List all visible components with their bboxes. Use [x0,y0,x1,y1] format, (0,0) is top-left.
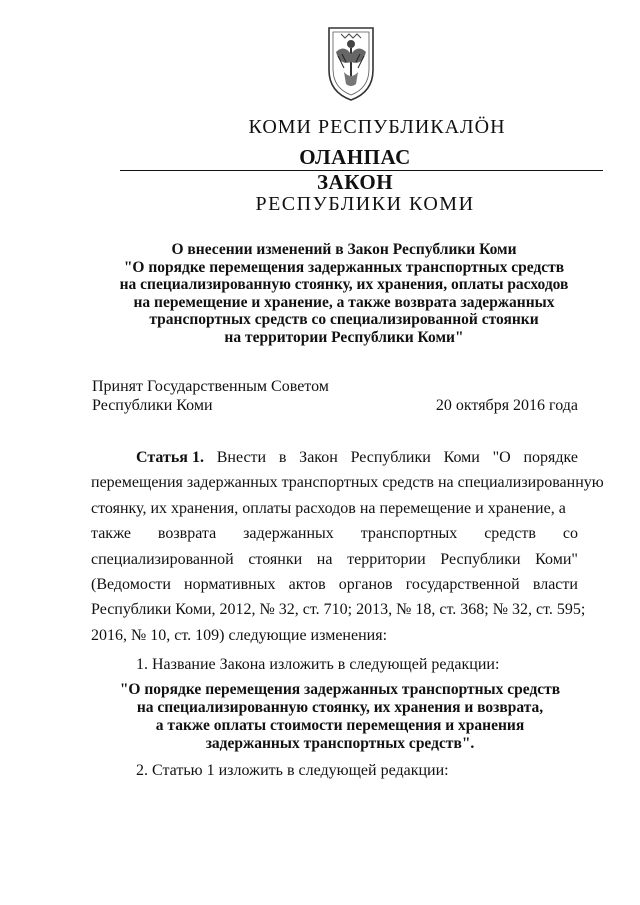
article-label: Статья 1. [136,449,204,466]
word: Республики [350,449,431,466]
adopted-by-line2: Республики Коми [92,397,213,414]
word: также [91,525,132,543]
word: Республики [440,550,521,568]
item-2: 2. Статью 1 изложить в следующей редакции: [136,762,449,779]
word: (Ведомости [91,576,171,594]
article-line: стоянку, их хранения, оплаты расходов на перемещение и хранение, а [91,499,566,517]
article-line [91,445,578,470]
header-olanpas: ОЛАНПАС [299,145,411,169]
article-line: 2016, № 10, ст. 109) следующие изменения: [91,626,388,644]
quote-line: "О порядке перемещения задержанных транспортных средств [119,681,561,698]
header-komi-line: КОМИ РЕСПУБЛИКАЛÖН [248,116,506,138]
article-line: Республики Коми, 2012, № 32, ст. 710; 2013, № 18, ст. 368; № 32, ст. 595; [91,601,586,619]
word: нормативных [184,576,276,594]
law-title-line: на перемещение и хранение, а также возврата задержанных [133,293,555,311]
word: средств [484,525,536,543]
word: Коми [443,449,480,466]
word: транспортных [360,525,458,543]
law-title [90,241,598,347]
word: со [562,525,578,543]
adopted-by-line1: Принят Государственным Советом [92,378,329,395]
article-line [91,572,578,597]
header-republic: РЕСПУБЛИКИ КОМИ [255,193,475,215]
word: специализированной [91,550,234,568]
quote-line: на специализированную стоянку, их хранения и возврата, [136,699,544,716]
law-title-line: транспортных средств со специализированной стоянки [149,311,539,329]
word: Внести [216,449,267,466]
item-1: 1. Название Закона изложить в следующей редакции: [136,656,500,673]
adoption-info [92,377,329,415]
word: задержанных [243,525,334,543]
word: возврата [157,525,217,543]
word: территории [347,550,426,568]
quote-line: а также оплаты стоимости перемещения и хранения [155,717,525,734]
word: в [278,449,287,466]
new-title-quote [90,681,590,753]
word: стоянки [248,550,303,568]
quote-line: задержанных транспортных средств". [205,735,475,752]
word: органов [338,576,393,594]
word: на [316,550,333,568]
word: государственной [405,576,520,594]
article-line: перемещения задержанных транспортных средств на специализированную [91,474,604,492]
word: Коми" [535,550,578,568]
word: порядке [523,449,578,466]
law-title-line: "О порядке перемещения задержанных транспортных средств [123,258,565,276]
law-title-line: на территории Республики Коми" [224,328,464,346]
adoption-date: 20 октября 2016 года [435,397,578,414]
law-title-line: на специализированную стоянку, их хранения, оплаты расходов [119,276,569,294]
article-line [91,547,578,572]
coat-of-arms-icon [324,22,378,104]
word: Закон [299,449,338,466]
article-1 [91,445,604,648]
law-title-line: О внесении изменений в Закон Республики Коми [171,241,517,258]
article-line [91,521,578,546]
word: власти [532,576,578,594]
header-zakon: ЗАКОН [316,170,394,194]
word: актов [288,576,326,594]
word: "О [492,449,511,466]
